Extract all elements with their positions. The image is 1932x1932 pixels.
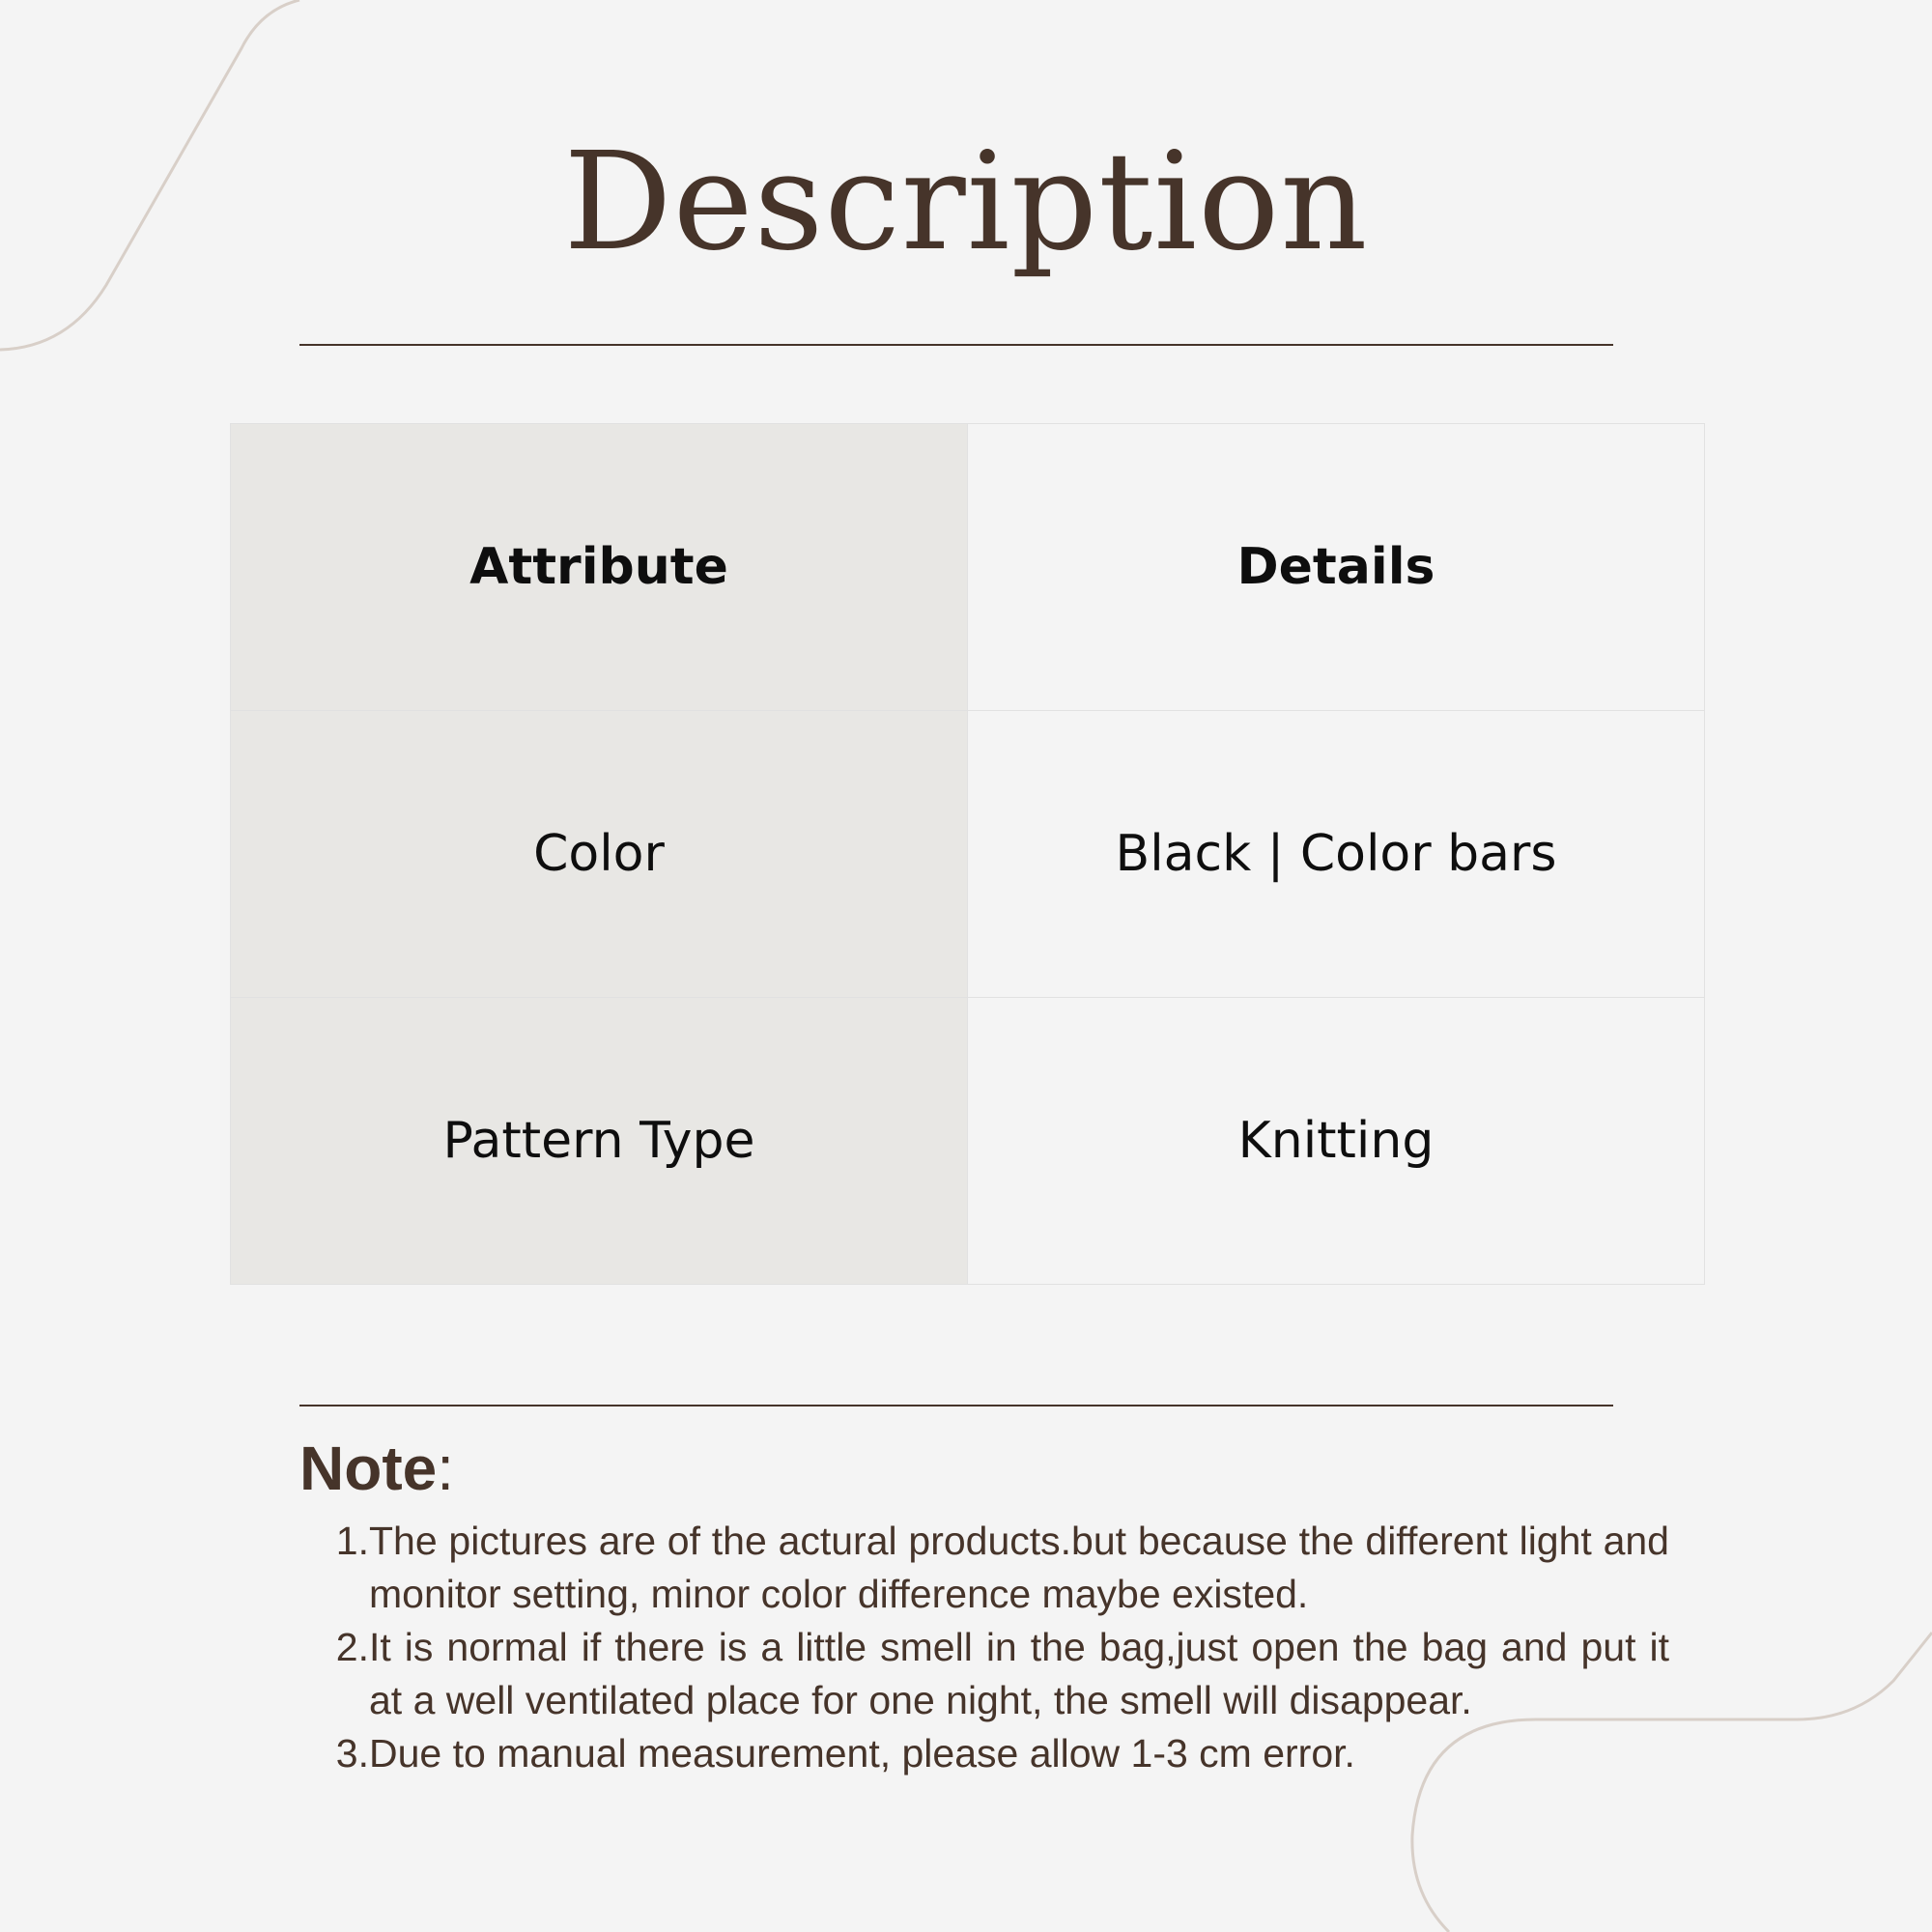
page-title: Description — [563, 124, 1369, 281]
row-attribute-cell: Color — [231, 711, 968, 998]
header-details: Details — [968, 424, 1705, 711]
note-item-text: It is normal if there is a little smell in the bag,just open the bag and put it at a well ventilated place for one night, the smell will disappear. — [369, 1625, 1669, 1722]
row-attribute-cell: Pattern Type — [231, 998, 968, 1285]
header-attribute: Attribute — [231, 424, 968, 711]
note-item-number: 3. — [335, 1731, 369, 1776]
note-item — [328, 1727, 1669, 1780]
bottom-divider — [299, 1405, 1613, 1406]
row-details-cell: Black | Color bars — [968, 711, 1705, 998]
table-row — [231, 711, 1705, 998]
note-item-text: The pictures are of the actural products.but because the different light and monitor setting, minor color difference maybe existed. — [369, 1519, 1669, 1616]
note-heading — [299, 1434, 454, 1503]
note-item — [328, 1515, 1669, 1621]
note-list — [328, 1515, 1669, 1780]
note-item-text: Due to manual measurement, please allow 1-3 cm error. — [369, 1731, 1355, 1776]
note-item — [328, 1621, 1669, 1727]
top-divider — [299, 344, 1613, 346]
table-row — [231, 998, 1705, 1285]
note-colon: : — [437, 1434, 454, 1503]
table-header-row — [231, 424, 1705, 711]
note-item-number: 2. — [335, 1625, 369, 1669]
row-details-cell: Knitting — [968, 998, 1705, 1285]
attribute-table — [230, 423, 1705, 1285]
note-label: Note — [299, 1434, 438, 1503]
note-item-number: 1. — [335, 1519, 369, 1563]
